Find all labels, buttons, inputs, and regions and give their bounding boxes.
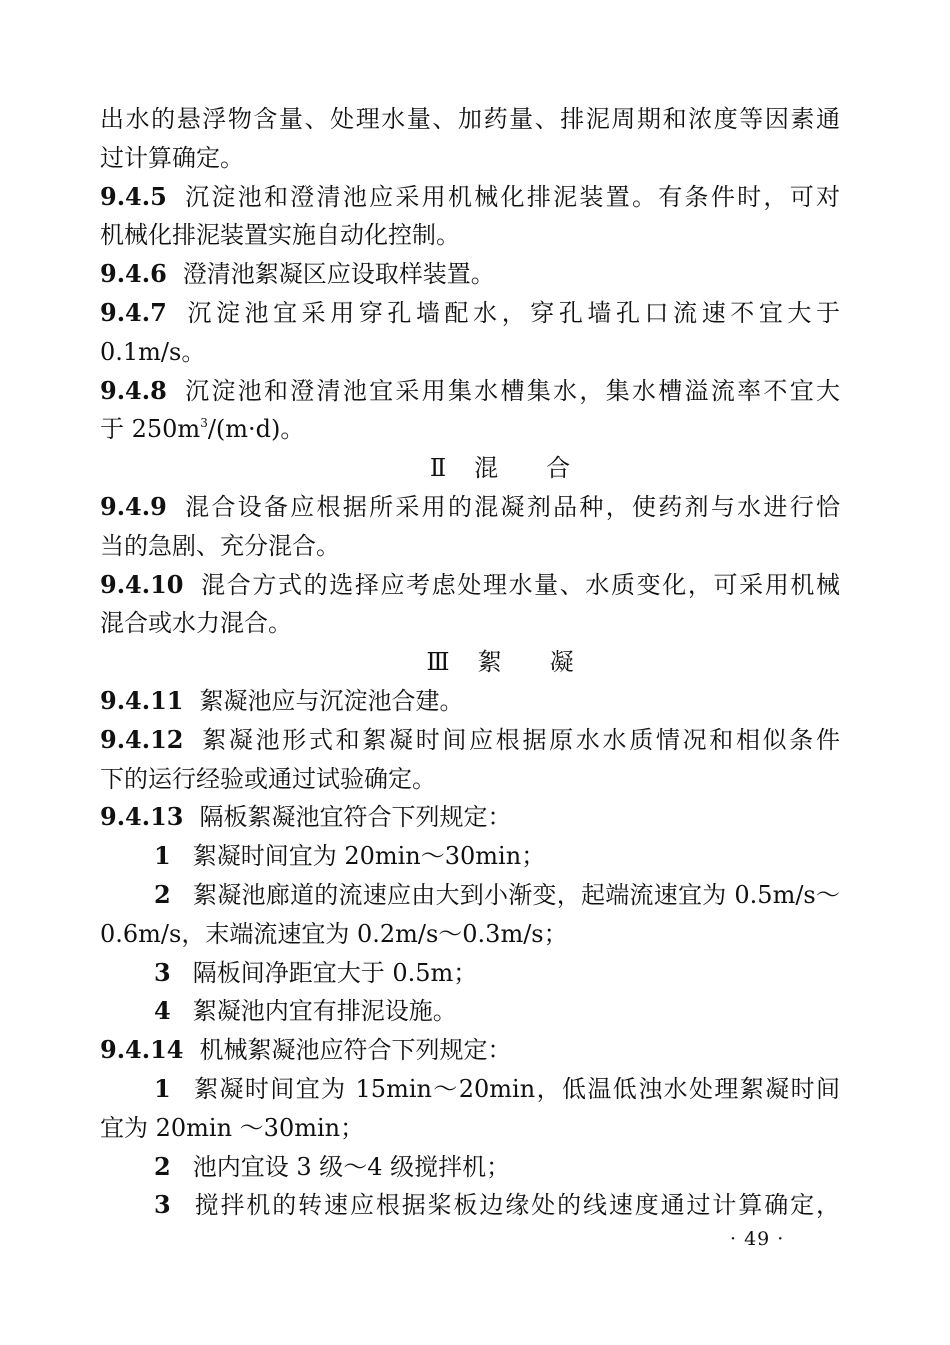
page-number: · 49 · — [730, 1228, 785, 1250]
clause-line: 9.4.9 混合设备应根据所采用的混凝剂品种，使药剂与水进行恰 — [100, 491, 840, 521]
clause-line: 9.4.11 絮凝池应与沉淀池合建。 — [100, 685, 464, 715]
text-line: 0.6m/s，末端流速宜为 0.2m/s～0.3m/s； — [100, 919, 568, 948]
clause-line: 9.4.6 澄清池絮凝区应设取样装置。 — [100, 259, 495, 289]
text-line: 过计算确定。 — [100, 143, 244, 172]
clause-line: 9.4.10 混合方式的选择应考虑处理水量、水质变化，可采用机械 — [100, 569, 840, 599]
clause-number: 9.4.9 — [100, 491, 167, 521]
list-item: 2 絮凝池廊道的流速应由大到小渐变，起端流速宜为 0.5m/s～ — [154, 879, 840, 909]
text-line: 宜为 20min ～30min； — [100, 1113, 365, 1142]
clause-line: 9.4.7 沉淀池宜采用穿孔墙配水，穿孔墙孔口流速不宜大于 — [100, 297, 840, 327]
list-item: 1 絮凝时间宜为 20min～30min； — [154, 841, 546, 871]
section-title: Ⅱ 混 合 — [429, 454, 571, 483]
text-line: 0.1m/s。 — [100, 337, 206, 366]
list-item: 3 隔板间净距宜大于 0.5m； — [154, 957, 478, 987]
item-number: 1 — [154, 1073, 171, 1103]
clause-line: 9.4.13 隔板絮凝池宜符合下列规定： — [100, 802, 512, 832]
list-item: 1 絮凝时间宜为 15min～20min，低温低浊水处理絮凝时间 — [154, 1073, 840, 1103]
item-number: 2 — [154, 879, 171, 909]
clause-number: 9.4.13 — [100, 802, 184, 832]
item-number: 3 — [154, 957, 171, 987]
item-number: 3 — [154, 1190, 171, 1220]
item-number: 1 — [154, 841, 171, 871]
clause-line: 9.4.8 沉淀池和澄清池宜采用集水槽集水，集水槽溢流率不宜大 — [100, 375, 840, 405]
clause-line: 9.4.14 机械絮凝池应符合下列规定： — [100, 1035, 512, 1065]
clause-number: 9.4.7 — [100, 297, 167, 327]
list-item: 3 搅拌机的转速应根据桨板边缘处的线速度通过计算确定， — [154, 1190, 840, 1220]
text-line: 出水的悬浮物含量、处理水量、加药量、排泥周期和浓度等因素通 — [100, 105, 840, 133]
text-line: 当的急剧、充分混合。 — [100, 531, 340, 560]
text-line: 混合或水力混合。 — [100, 609, 292, 638]
text-line: 于 $250m^3/(m\cdot d)$。 — [100, 415, 305, 444]
clause-number: 9.4.11 — [100, 685, 184, 715]
item-number: 4 — [154, 996, 171, 1026]
list-item: 4 絮凝池内宜有排泥设施。 — [154, 996, 457, 1026]
clause-line: 9.4.12 絮凝池形式和絮凝时间应根据原水水质情况和相似条件 — [100, 724, 840, 754]
item-number: 2 — [154, 1151, 171, 1181]
clause-number: 9.4.6 — [100, 259, 167, 289]
list-item: 2 池内宜设 3 级～4 级搅拌机； — [154, 1151, 511, 1181]
text-line: 下的运行经验或通过试验确定。 — [100, 764, 436, 793]
document-body — [100, 100, 840, 1225]
clause-number: 9.4.10 — [100, 569, 184, 599]
clause-number: 9.4.14 — [100, 1035, 184, 1065]
clause-number: 9.4.8 — [100, 375, 167, 405]
superscript: 3 — [200, 416, 208, 431]
clause-number: 9.4.12 — [100, 724, 184, 754]
section-title: Ⅲ 絮 凝 — [426, 648, 574, 677]
text-line: 机械化排泥装置实施自动化控制。 — [100, 221, 460, 250]
clause-number: 9.4.5 — [100, 181, 167, 211]
clause-line: 9.4.5 沉淀池和澄清池应采用机械化排泥装置。有条件时，可对 — [100, 181, 840, 211]
